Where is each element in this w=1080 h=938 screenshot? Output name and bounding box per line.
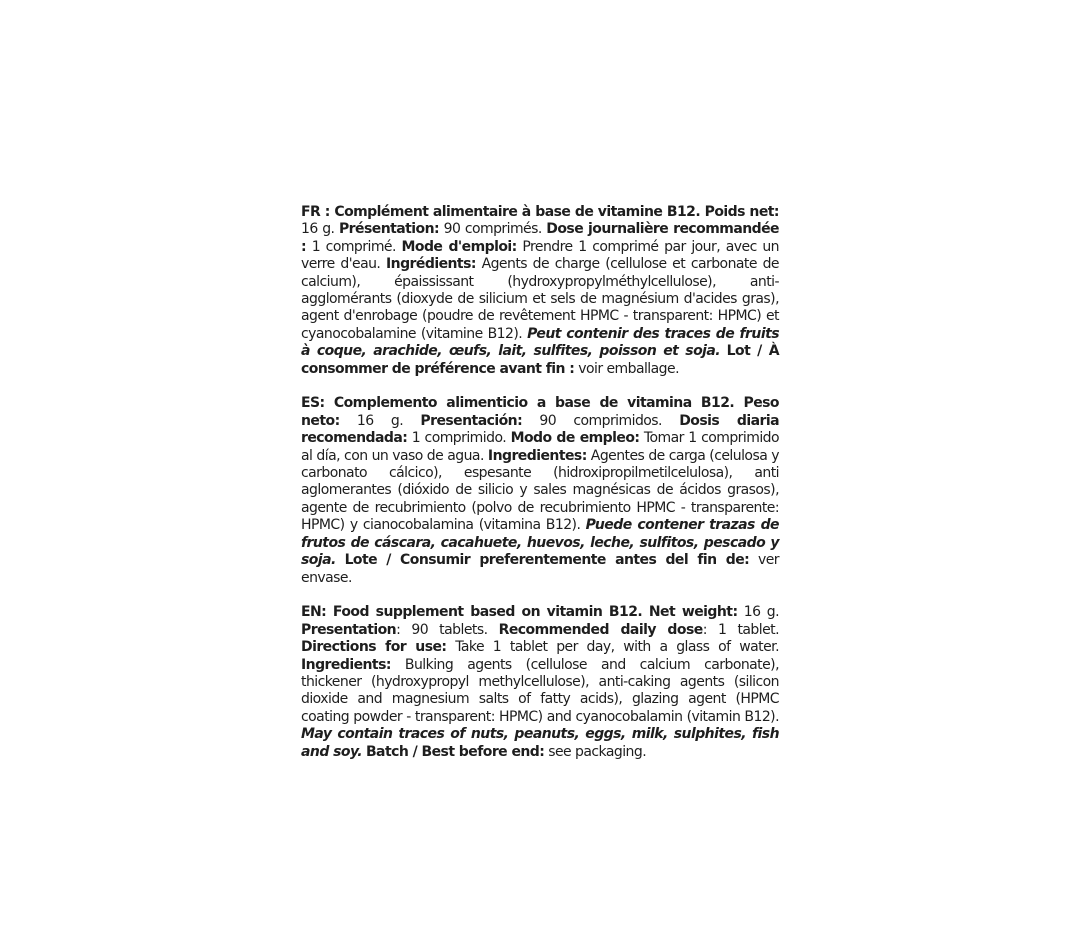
french-product-heading: FR : Complément alimentaire à base de vitamine B12. Poids net: [301,204,779,220]
french-ingredients-label: Ingrédients: [386,256,476,273]
french-presentation-value: 90 comprimés. [439,221,547,238]
english-allergen-warning: May contain traces of nuts, peanuts, eggs, milk, sulphites, fish and soy. [301,726,779,760]
french-block [301,204,779,378]
french-daily-dose-label: Dose journalière recommandée : [301,221,780,255]
spanish-daily-dose-label: Dosis diaria recomendada: [301,412,779,447]
french-presentation-label: Présentation: [338,221,440,238]
french-allergen-warning: Peut contenir des traces de fruits à coque, arachide, œufs, lait, sulfites, poisson et soja. [301,325,779,360]
spanish-ingredients-value: Agentes de carga (celulosa y carbonato cálcico), espesante (hidroxipropilmetilcelulosa), anti aglomerantes (dióxido de silicio y sales magnésicas de ácidos grasos), agente de recubrimiento (polvo de recubrimiento HPMC - transparente: HPMC) y cianocobalamina (vitamina B12). [301,447,779,534]
spanish-net-weight-value: 16 g. [339,412,421,429]
english-directions-label: Directions for use: [301,639,447,656]
french-directions-value: Prendre 1 comprimé par jour, avec un verre d'eau. [301,238,779,273]
english-daily-dose-label: Recommended daily dose [498,621,703,638]
french-batch-value: voir emballage. [574,360,679,377]
spanish-directions-label: Modo de empleo: [510,430,640,447]
english-net-weight-value: 16 g. [737,604,779,621]
spanish-directions-value: Tomar 1 comprimido al día, con un vaso de agua. [301,430,780,464]
french-daily-dose-value: 1 comprimé. [306,238,402,255]
spanish-product-heading: ES: Complemento alimenticio a base de vitamina B12. Peso neto: [301,395,779,429]
spanish-allergen-warning: Puede contener trazas de frutos de cáscara, cacahuete, huevos, leche, sulfitos, pescado y soja. [301,517,779,569]
spanish-ingredients-label: Ingredientes: [487,447,587,464]
spanish-batch-value: ver envase. [301,552,779,586]
english-presentation-value: : 90 tablets. [396,621,499,638]
spanish-batch-label: Lote / Consumir preferentemente antes del fin de: [344,552,750,569]
spanish-presentation-label: Presentación: [420,412,523,429]
french-ingredients-value: Agents de charge (cellulose et carbonate de calcium), épaississant (hydroxypropylméthylcellulose), anti-agglomérants (dioxyde de silicium et sels de magnésium d'acides gras), agent d'enrobage (poudre de revêtement HPMC - transparent: HPMC) et cyanocobalamine (vitamine B12). [301,256,779,342]
english-daily-dose-value: : 1 tablet. [702,621,779,638]
english-directions-value: Take 1 tablet per day, with a glass of water. [446,639,779,656]
label-text-panel [301,204,779,761]
english-block [301,604,779,761]
spanish-daily-dose-value: 1 comprimido. [407,430,511,447]
spanish-block [301,395,779,586]
english-batch-value: see packaging. [544,743,647,760]
spanish-presentation-value: 90 comprimidos. [522,412,680,429]
spanish-spacer [336,552,345,568]
english-product-heading: EN: Food supplement based on vitamin B12. Net weight: [301,604,738,621]
english-presentation-label: Presentation [301,621,397,638]
french-directions-label: Mode d'emploi: [401,238,517,255]
english-ingredients-label: Ingredients: [301,656,391,673]
english-ingredients-value: Bulking agents (cellulose and calcium carbonate), thickener (hydroxypropyl methylcellulose), anti-caking agents (silicon dioxide and magnesium salts of fatty acids), glazing agent (HPMC coating powder - transparent: HPMC) and cyanocobalamin (vitamin B12). [301,656,779,725]
english-batch-label: Batch / Best before end: [365,743,545,760]
french-batch-label: Lot / À consommer de préférence avant fin : [301,343,780,377]
french-net-weight-value: 16 g. [301,221,339,238]
